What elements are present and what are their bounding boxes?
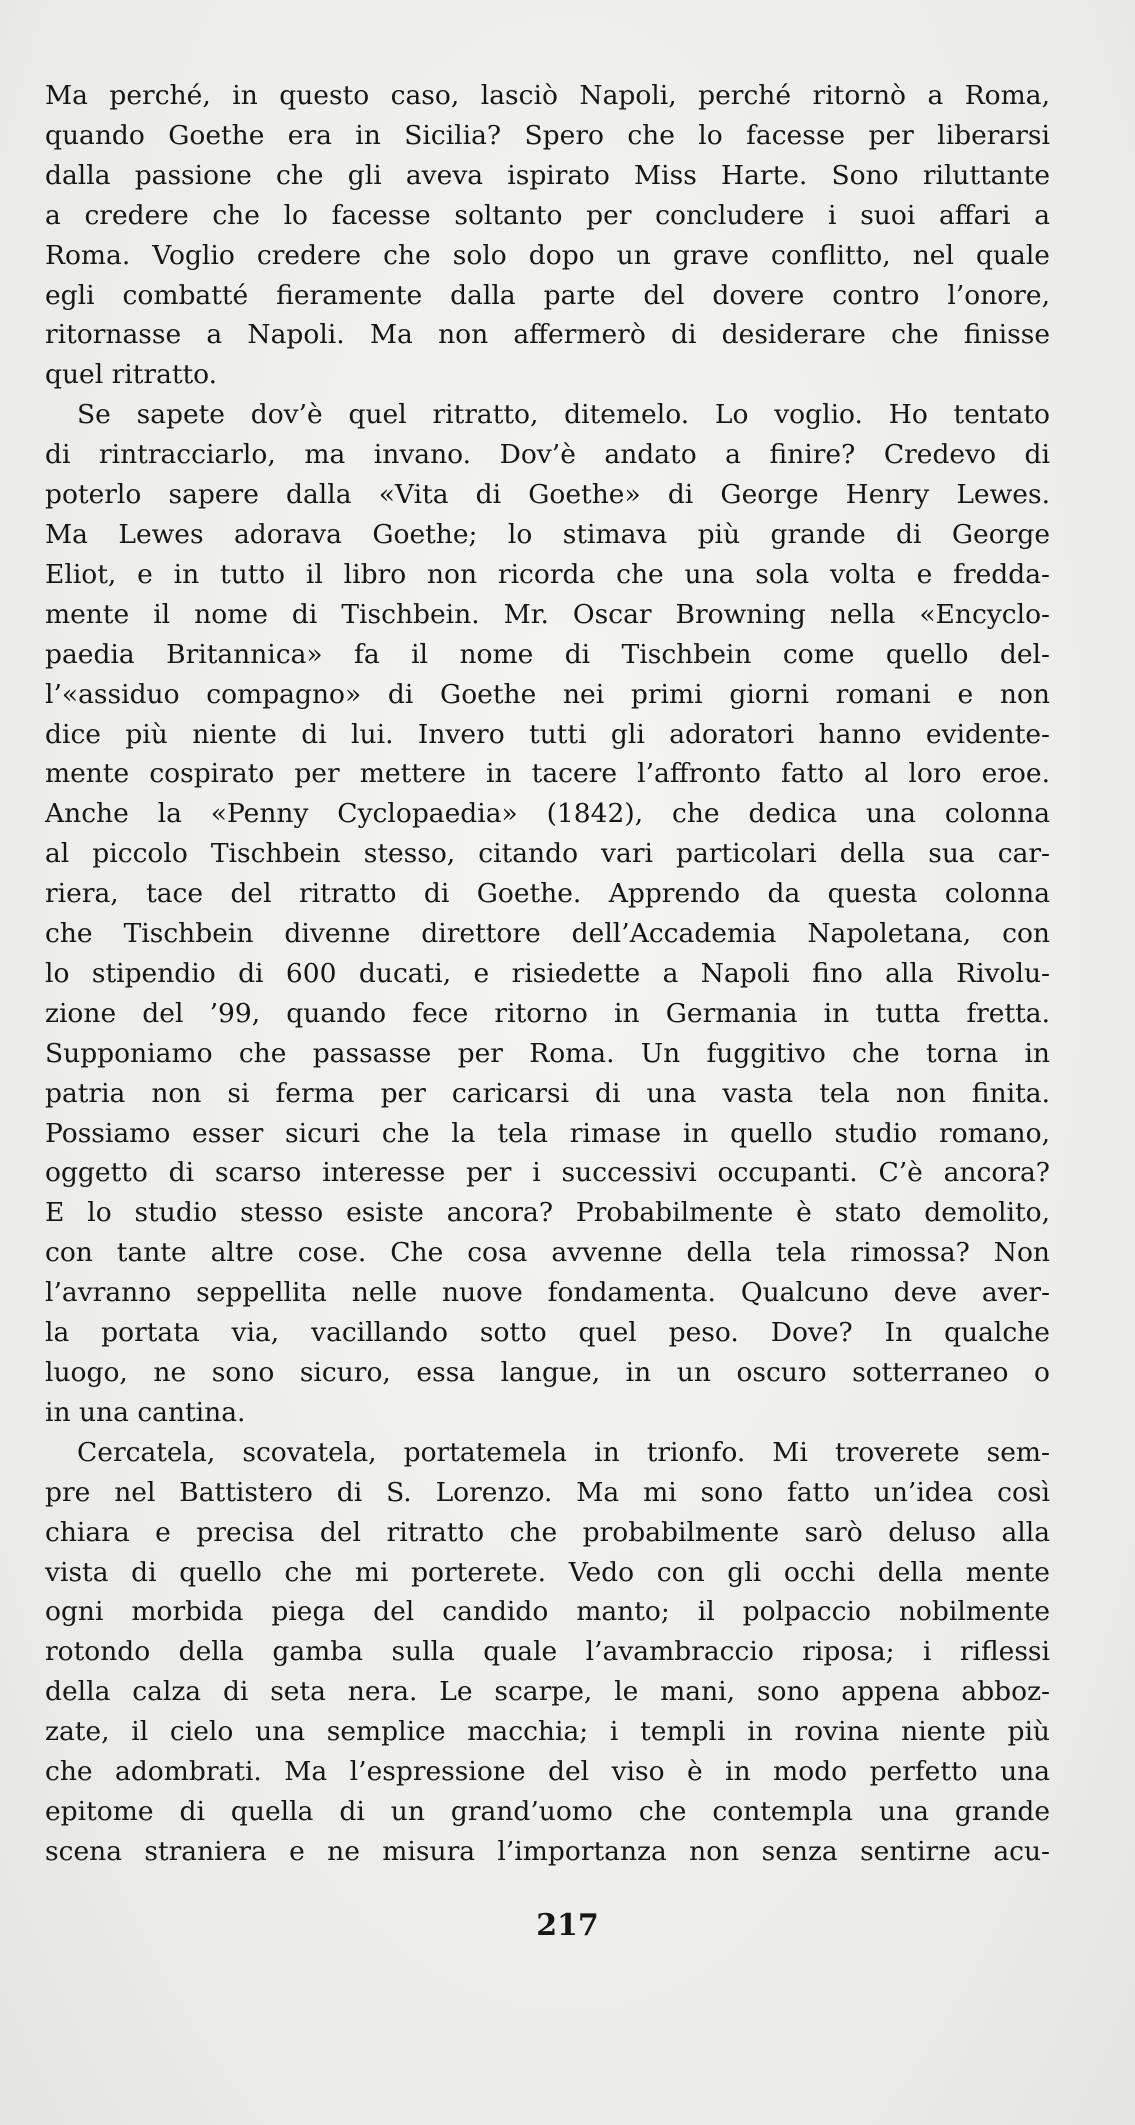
text-line: zione del ’99, quando fece ritorno in Germania in tutta fretta. bbox=[45, 997, 1050, 1029]
text-line: vista di quello che mi porterete. Vedo con gli occhi della mente bbox=[45, 1556, 1050, 1588]
text-line: con tante altre cose. Che cosa avvenne della tela rimossa? Non bbox=[45, 1237, 1050, 1269]
text-line: Supponiamo che passasse per Roma. Un fuggitivo che torna in bbox=[45, 1037, 1050, 1069]
text-line: Cercatela, scovatela, portatemela in trionfo. Mi troverete sem- bbox=[77, 1436, 1050, 1468]
text-line: ritornasse a Napoli. Ma non affermerò di desiderare che finisse bbox=[45, 319, 1050, 351]
text-line: della calza di seta nera. Le scarpe, le mani, sono appena abboz- bbox=[45, 1676, 1050, 1708]
text-line: quel ritratto. bbox=[45, 359, 218, 391]
text-line: dice più niente di lui. Invero tutti gli adoratori hanno evidente- bbox=[45, 718, 1050, 750]
text-line: scena straniera e ne misura l’importanza non senza sentirne acu- bbox=[45, 1835, 1050, 1867]
page-number: 217 bbox=[536, 1908, 599, 1943]
text-line: ogni morbida piega del candido manto; il polpaccio nobilmente bbox=[45, 1596, 1050, 1628]
body-text bbox=[45, 76, 1050, 1872]
text-line: zate, il cielo una semplice macchia; i templi in rovina niente più bbox=[45, 1716, 1050, 1748]
text-line: l’«assiduo compagno» di Goethe nei primi giorni romani e non bbox=[45, 678, 1050, 710]
text-line: mente il nome di Tischbein. Mr. Oscar Browning nella «Encyclo- bbox=[45, 598, 1050, 630]
text-line: di rintracciarlo, ma invano. Dov’è andato a finire? Credevo di bbox=[45, 439, 1050, 471]
paragraph-1 bbox=[45, 76, 1050, 395]
text-line: Eliot, e in tutto il libro non ricorda che una sola volta e fredda- bbox=[45, 558, 1050, 590]
text-line: l’avranno seppellita nelle nuove fondamenta. Qualcuno deve aver- bbox=[45, 1277, 1050, 1309]
text-line: patria non si ferma per caricarsi di una vasta tela non finita. bbox=[45, 1077, 1050, 1109]
text-line: paedia Britannica» fa il nome di Tischbein come quello del- bbox=[45, 638, 1050, 670]
text-line: poterlo sapere dalla «Vita di Goethe» di George Henry Lewes. bbox=[45, 479, 1050, 511]
text-line: oggetto di scarso interesse per i successivi occupanti. C’è ancora? bbox=[45, 1157, 1050, 1189]
text-line: che adombrati. Ma l’espressione del viso è in modo perfetto una bbox=[45, 1756, 1050, 1788]
text-line: la portata via, vacillando sotto quel peso. Dove? In qualche bbox=[45, 1317, 1050, 1349]
text-line: che Tischbein divenne direttore dell’Accademia Napoletana, con bbox=[45, 918, 1050, 950]
text-line: Ma perché, in questo caso, lasciò Napoli, perché ritornò a Roma, bbox=[45, 80, 1050, 111]
text-line: egli combatté fieramente dalla parte del dovere contro l’onore, bbox=[45, 279, 1050, 311]
text-line: Possiamo esser sicuri che la tela rimase in quello studio romano, bbox=[45, 1117, 1050, 1149]
text-line: a credere che lo facesse soltanto per concludere i suoi affari a bbox=[45, 199, 1050, 231]
text-line: in una cantina. bbox=[45, 1396, 246, 1428]
text-line: quando Goethe era in Sicilia? Spero che lo facesse per liberarsi bbox=[45, 119, 1050, 151]
text-line: riera, tace del ritratto di Goethe. Apprendo da questa colonna bbox=[45, 878, 1050, 910]
text-line: Anche la «Penny Cyclopaedia» (1842), che dedica una colonna bbox=[45, 798, 1050, 830]
text-line: Se sapete dov’è quel ritratto, ditemelo. Lo voglio. Ho tentato bbox=[77, 399, 1050, 431]
text-line: chiara e precisa del ritratto che probabilmente sarò deluso alla bbox=[45, 1516, 1050, 1548]
text-line: E lo studio stesso esiste ancora? Probabilmente è stato demolito, bbox=[45, 1197, 1050, 1229]
text-line: pre nel Battistero di S. Lorenzo. Ma mi sono fatto un’idea così bbox=[45, 1476, 1050, 1508]
paragraph-2 bbox=[45, 395, 1050, 1433]
text-line: mente cospirato per mettere in tacere l’affronto fatto al loro eroe. bbox=[45, 758, 1050, 790]
text-line: al piccolo Tischbein stesso, citando vari particolari della sua car- bbox=[45, 838, 1050, 870]
text-line: Roma. Voglio credere che solo dopo un grave conflitto, nel quale bbox=[45, 239, 1050, 271]
text-line: epitome di quella di un grand’uomo che contempla una grande bbox=[45, 1795, 1050, 1827]
text-line: luogo, ne sono sicuro, essa langue, in un oscuro sotterraneo o bbox=[45, 1357, 1050, 1388]
paragraph-3 bbox=[45, 1433, 1050, 1872]
text-line: dalla passione che gli aveva ispirato Miss Harte. Sono riluttante bbox=[45, 159, 1050, 191]
text-line: lo stipendio di 600 ducati, e risiedette a Napoli fino alla Rivolu- bbox=[45, 957, 1050, 989]
text-line: Ma Lewes adorava Goethe; lo stimava più grande di George bbox=[45, 518, 1050, 550]
text-line: rotondo della gamba sulla quale l’avambraccio riposa; i riflessi bbox=[45, 1636, 1050, 1668]
